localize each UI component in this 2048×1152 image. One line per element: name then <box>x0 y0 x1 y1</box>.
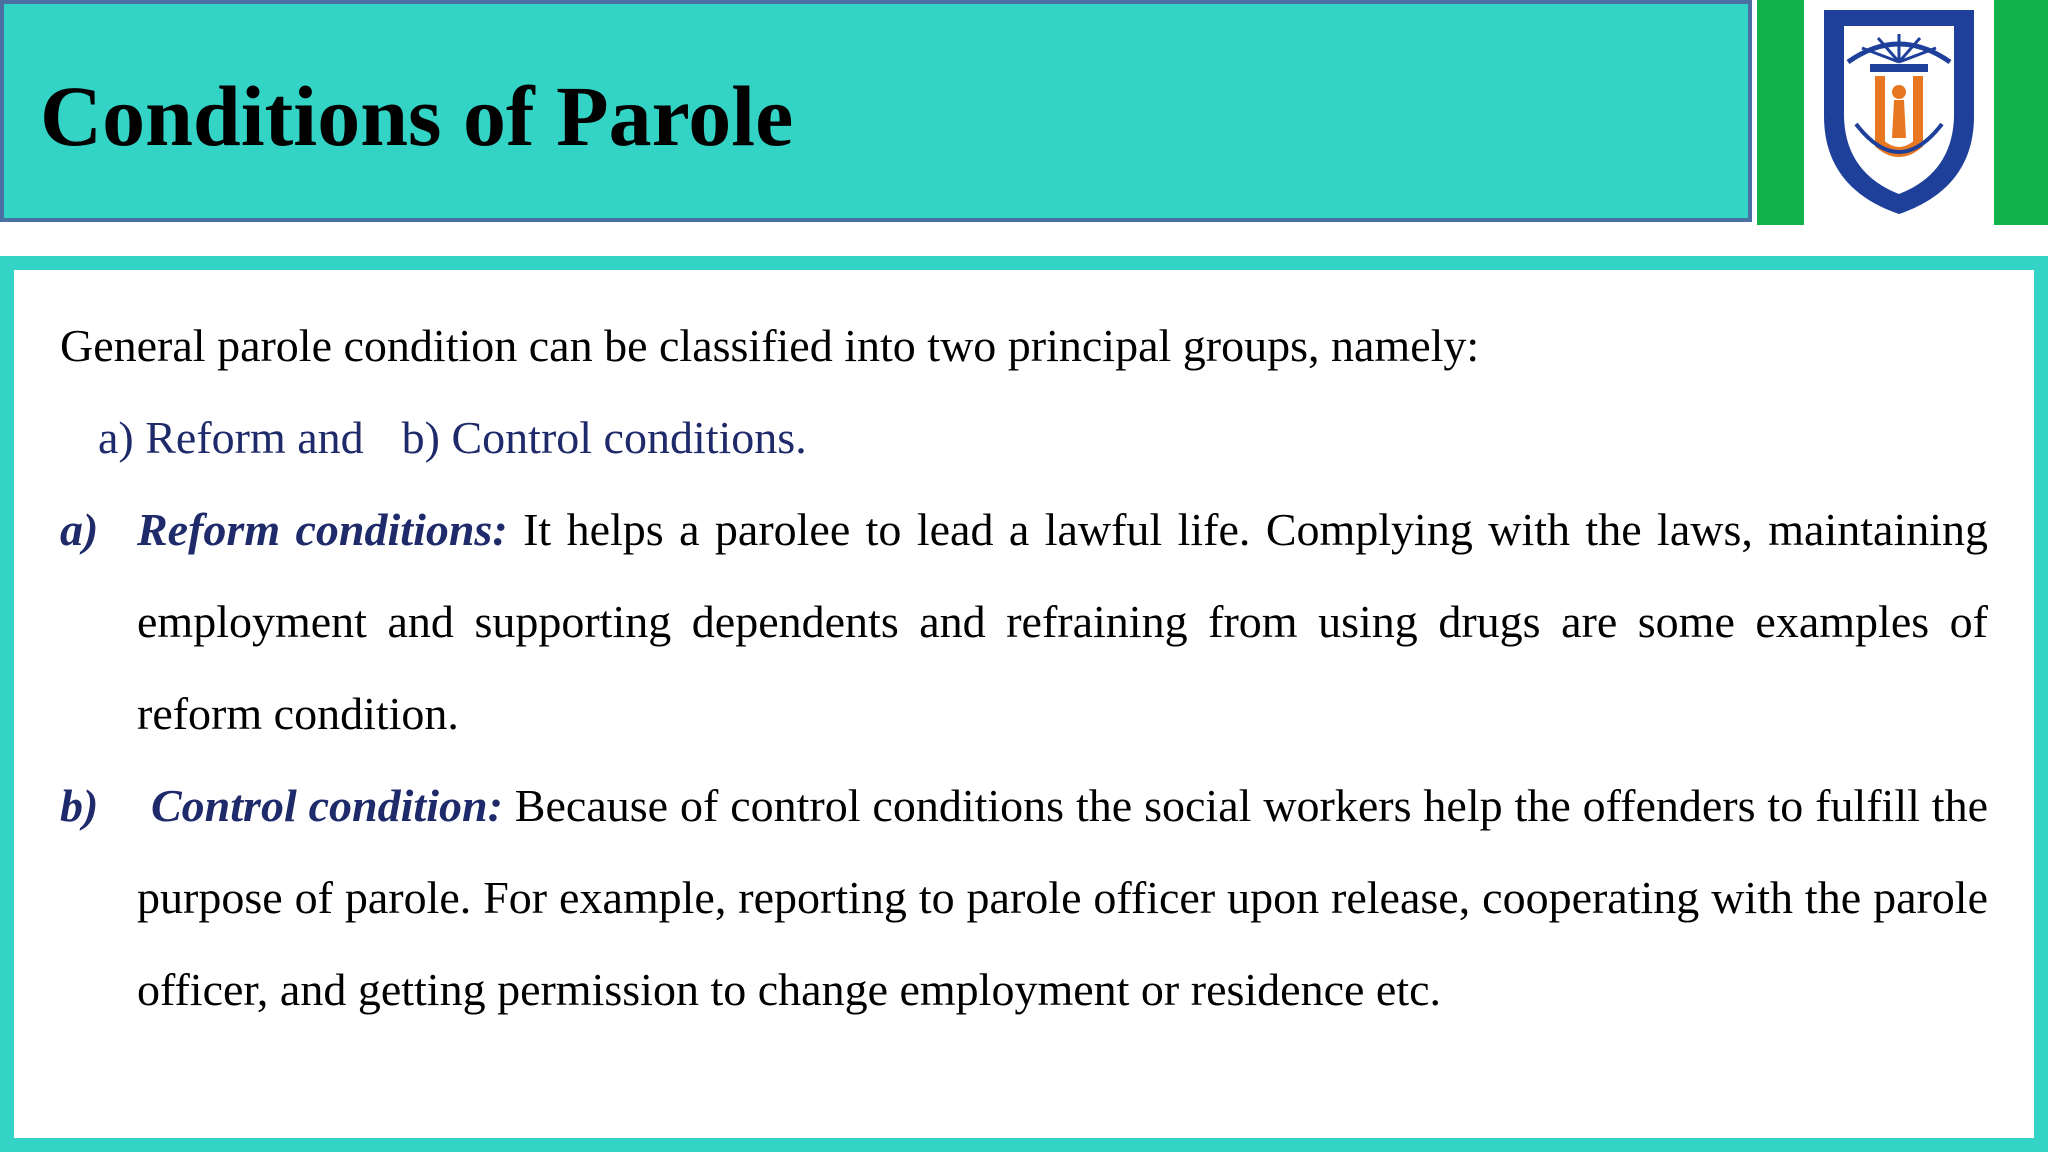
green-strip-right <box>1994 0 2048 225</box>
title-bar <box>0 0 1752 222</box>
item-marker: a) <box>60 504 99 555</box>
slide-title: Conditions of Parole <box>40 68 794 164</box>
green-strip-left <box>1757 0 1804 225</box>
item-marker: b) <box>60 780 99 831</box>
group-b-label: b) Control conditions. <box>401 412 807 463</box>
list-item <box>60 484 1988 760</box>
logo-panel <box>1804 0 1994 225</box>
item-text: Because of control conditions the social workers help the offenders to fulfill the purpose of parole. For example, reporting to parole officer upon release, cooperating with the parole officer, and getting permission to change employment or residence etc. <box>137 780 1988 1015</box>
group-a-label: a) Reform and <box>98 412 364 463</box>
university-crest-icon <box>1818 4 1980 218</box>
item-body <box>137 484 1988 760</box>
item-term: Reform conditions: <box>137 504 508 555</box>
intro-text: General parole condition can be classified into two principal groups, namely: <box>60 320 1480 371</box>
item-term: Control condition: <box>151 780 503 831</box>
item-body <box>137 760 1988 1036</box>
item-text: It helps a parolee to lead a lawful life. Complying with the laws, maintaining employment and supporting dependents and refraining from using drugs are some examples of reform condition. <box>137 504 1988 739</box>
groups-line <box>98 392 807 484</box>
list-item <box>60 760 1988 1036</box>
